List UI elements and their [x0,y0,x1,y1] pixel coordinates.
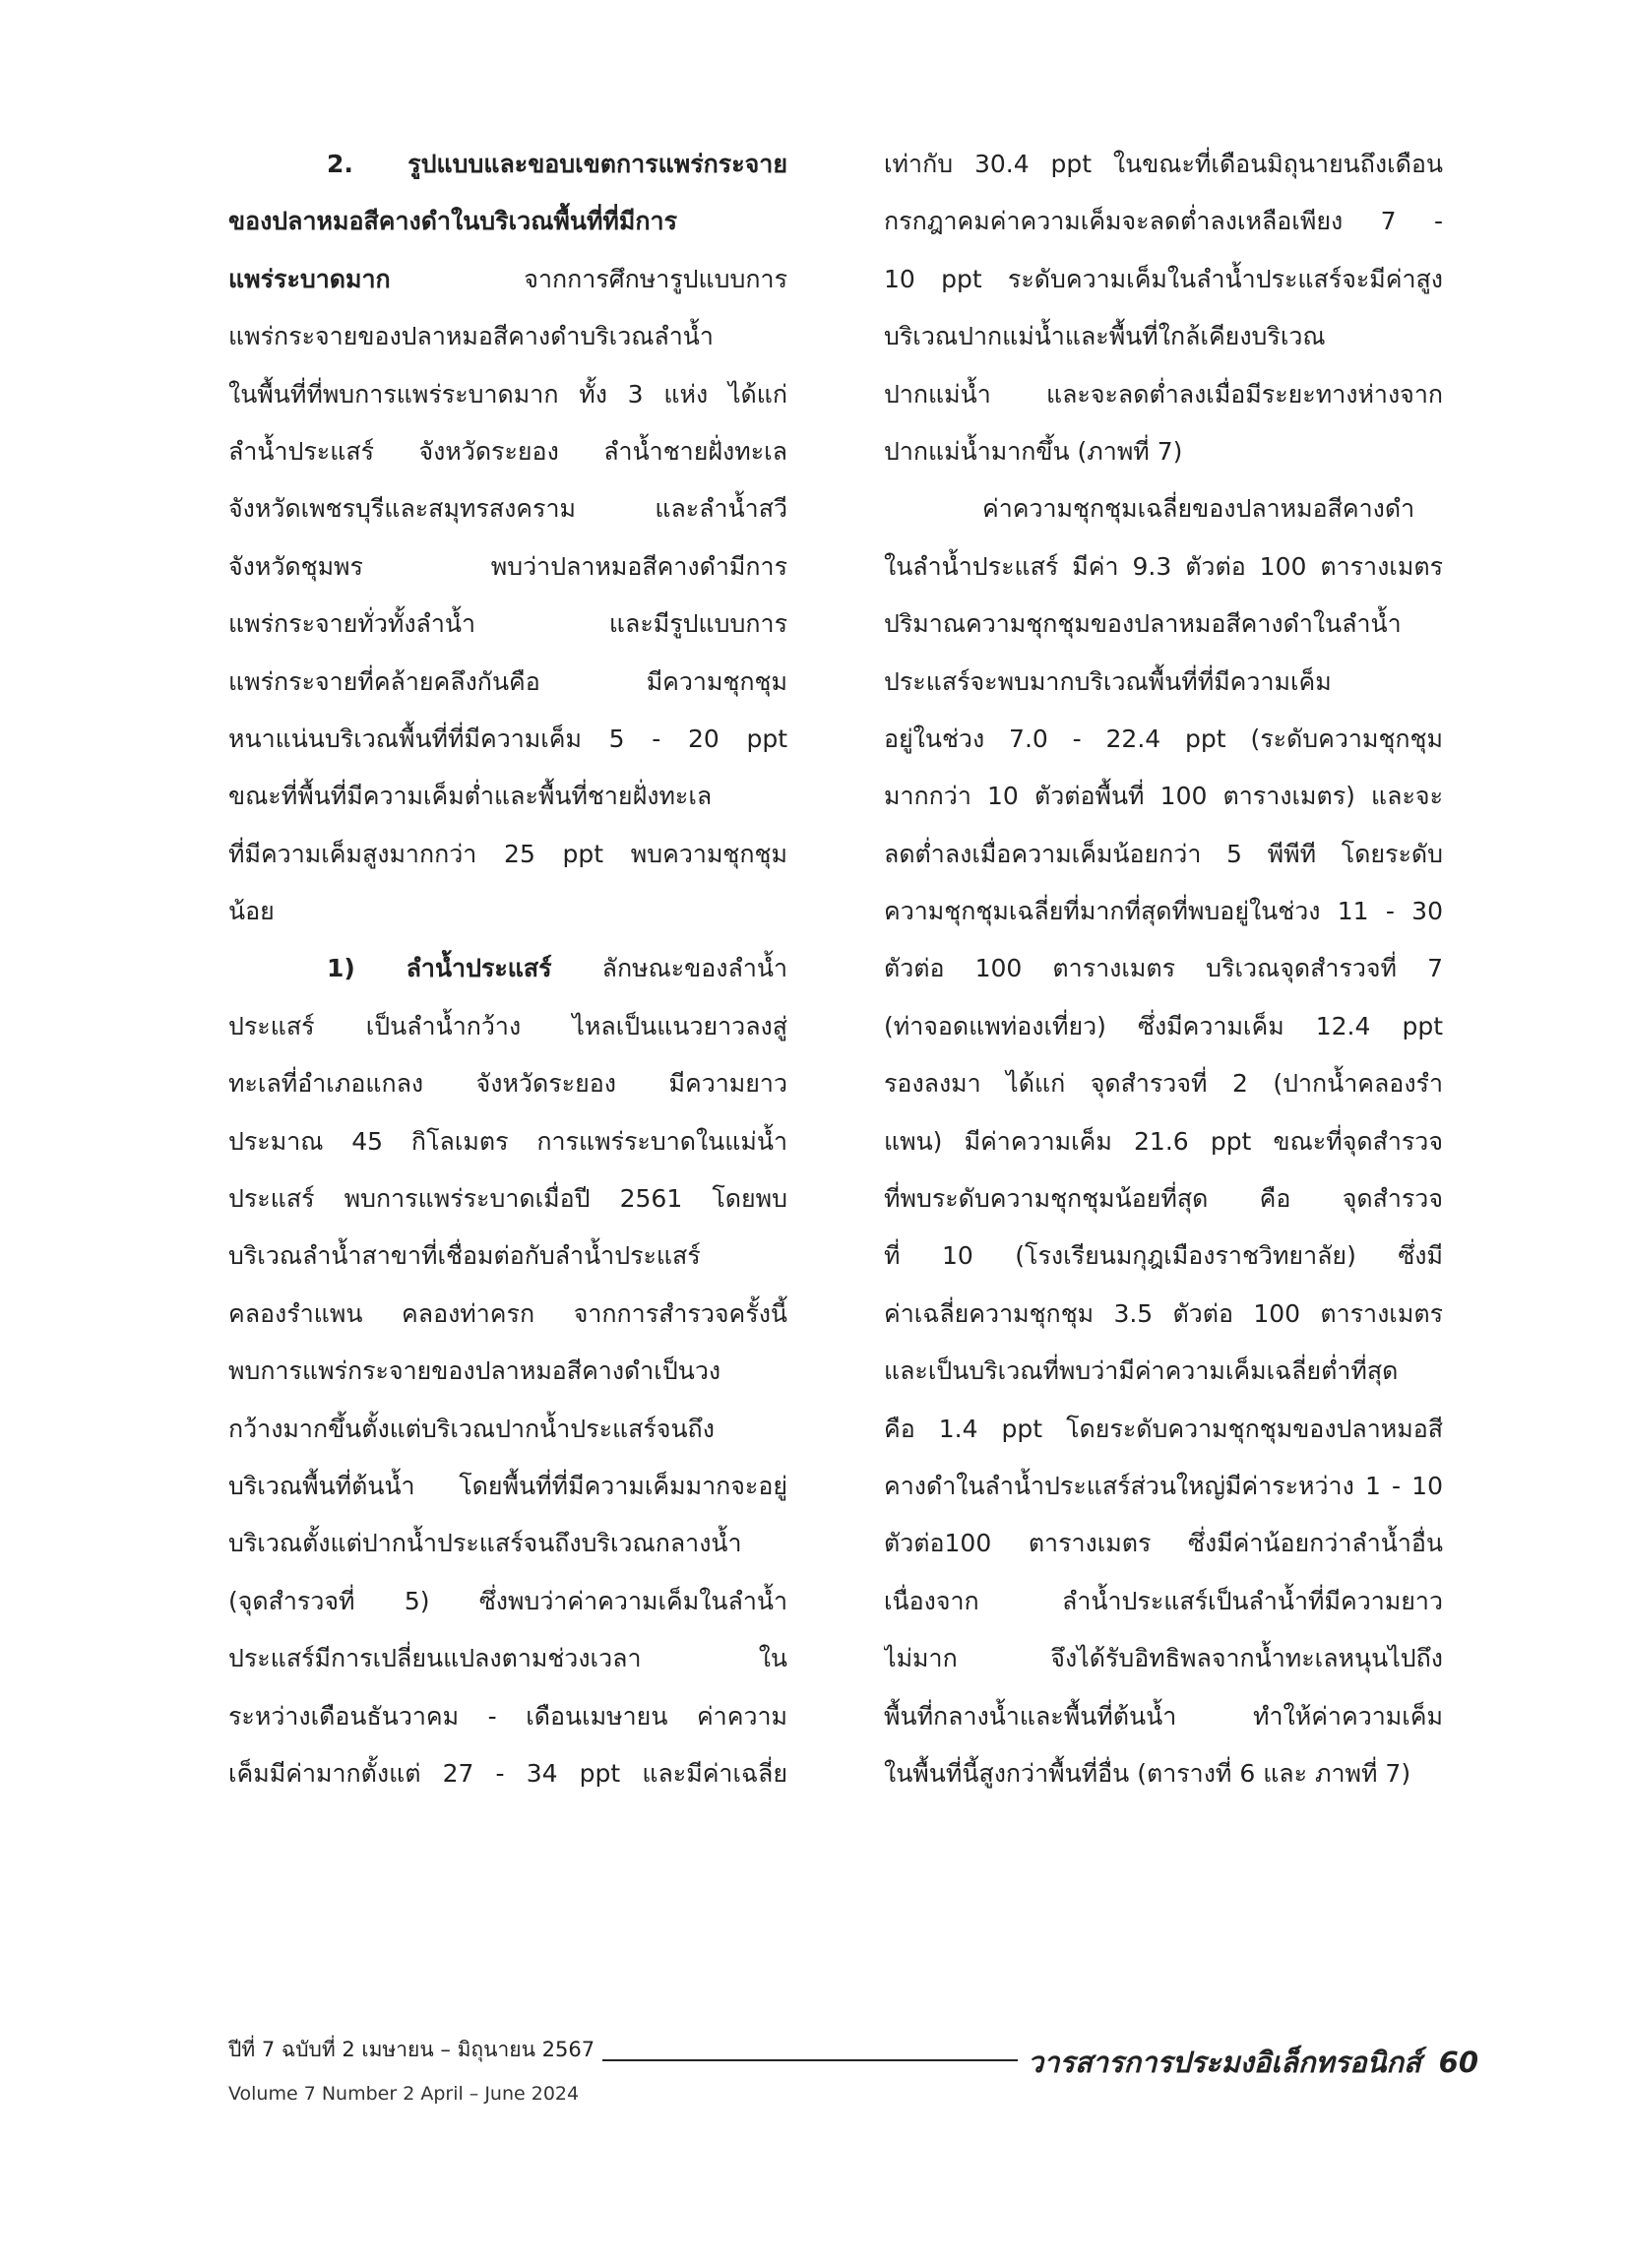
text-line: ปริมาณความชุกชุมของปลาหมอสีคางดำในลำน้ำ [884,609,1402,639]
text-line: ลำน้ำประแสร์ จังหวัดระยอง ลำน้ำชายฝั่งทะเล [228,436,787,466]
text-line: ทะเลที่อำเภอแกลง จังหวัดระยอง มีความยาว [228,1069,787,1099]
right-column [884,136,1443,1802]
text-line: ไม่มาก จึงได้รับอิทธิพลจากน้ำทะเลหนุนไปถึง [884,1644,1443,1673]
text-line: ประแสร์มีการเปลี่ยนแปลงตามช่วงเวลา ใน [228,1644,787,1673]
text-line: ระหว่างเดือนธันวาคม - เดือนเมษายน ค่าความ [228,1701,787,1731]
text-line: ประแสร์ พบการแพร่ระบาดเมื่อปี 2561 โดยพบ [228,1184,787,1214]
text-line [228,251,787,308]
text-line: หนาแน่นบริเวณพื้นที่ที่มีความเค็ม 5 - 20 ppt [228,724,787,753]
text-line: 10 ppt ระดับความเค็มในลำน้ำประแสร์จะมีค่าสูง [884,264,1443,293]
line-text: จากการศึกษารูปแบบการ [390,264,787,293]
text-line: รองลงมา ได้แก่ จุดสำรวจที่ 2 (ปากน้ำคลองรำ [884,1069,1443,1099]
text-line: เนื่องจาก ลำน้ำประแสร์เป็นลำน้ำที่มีความยาว [884,1586,1443,1615]
text-line: มากกว่า 10 ตัวต่อพื้นที่ 100 ตารางเมตร) และจะ [884,782,1443,811]
text-line: ที่ 10 (โรงเรียนมกุฎเมืองราชวิทยาลัย) ซึ่งมี [884,1241,1443,1271]
text-line: พื้นที่กลางน้ำและพื้นที่ต้นน้ำ ทำให้ค่าความเค็ม [884,1701,1443,1731]
text-line: ในพื้นที่ที่พบการแพร่ระบาดมาก ทั้ง 3 แห่ง ได้แก่ [228,379,787,409]
text-line: ของปลาหมอสีคางดำในบริเวณพื้นที่ที่มีการ [228,207,677,236]
footer-issue-thai: ปีที่ 7 ฉบับที่ 2 เมษายน – มิถุนายน 2567 [228,2034,602,2066]
text-line: จังหวัดเพชรบุรีและสมุทรสงคราม และลำน้ำสวี [228,494,787,524]
text-line: (จุดสำรวจที่ 5) ซึ่งพบว่าค่าความเค็มในลำน้ำ [228,1586,787,1615]
text-line: กรกฎาคมค่าความเค็มจะลดต่ำลงเหลือเพียง 7 - [884,207,1443,236]
text-line: กว้างมากขึ้นตั้งแต่บริเวณปากน้ำประแสร์จนถึง [228,1414,715,1443]
journal-title: วารสารการประมงอิเล็กทรอนิกส์ [1027,2046,1421,2079]
text-line: ที่มีความเค็มสูงมากกว่า 25 ppt พบความชุกชุม [228,839,787,868]
text-line: ในลำน้ำประแสร์ มีค่า 9.3 ตัวต่อ 100 ตารางเมตร [884,551,1443,581]
text-line: อยู่ในช่วง 7.0 - 22.4 ppt (ระดับความชุกชุม [884,724,1443,753]
text-line: ค่าความชุกชุมเฉลี่ยของปลาหมอสีคางดำ [982,494,1415,524]
text-line: ตัวต่อ 100 ตารางเมตร บริเวณจุดสำรวจที่ 7 [884,954,1443,983]
text-line [228,940,787,997]
text-line: แพน) มีค่าความเค็ม 21.6 ppt ขณะที่จุดสำรวจ [884,1126,1443,1156]
text-line: คือ 1.4 ppt โดยระดับความชุกชุมของปลาหมอสี [884,1414,1443,1443]
text-line: ในพื้นที่นี้สูงกว่าพื้นที่อื่น (ตารางที่ 6 และ ภาพที่ 7) [884,1758,1411,1788]
text-line: แพร่กระจายที่คล้ายคลึงกันคือ มีความชุกชุม [228,666,787,696]
text-line: ค่าเฉลี่ยความชุกชุม 3.5 ตัวต่อ 100 ตารางเมตร [884,1298,1443,1328]
left-column [228,136,787,1802]
text-line: ประแสร์ เป็นลำน้ำกว้าง ไหลเป็นแนวยาวลงสู่ [228,1011,787,1040]
text-line: เท่ากับ 30.4 ppt ในขณะที่เดือนมิถุนายนถึงเดือน [884,150,1443,178]
text-line: พบการแพร่กระจายของปลาหมอสีคางดำเป็นวง [228,1356,721,1386]
text-line: บริเวณปากแม่น้ำและพื้นที่ใกล้เคียงบริเวณ [884,322,1326,351]
text-line: จังหวัดชุมพร พบว่าปลาหมอสีคางดำมีการ [228,551,787,581]
text-line: ขณะที่พื้นที่มีความเค็มต่ำและพื้นที่ชายฝั่งทะเล [228,782,713,811]
page-number: 60 [1438,2046,1478,2079]
text-line: 2. รูปแบบและขอบเขตการแพร่กระจาย [327,150,787,178]
text-line: แพร่กระจายทั่วทั้งลำน้ำ และมีรูปแบบการ [228,609,787,639]
text-line: ความชุกชุมเฉลี่ยที่มากที่สุดที่พบอยู่ในช่วง 11 - 30 [884,897,1443,926]
text-line: ที่พบระดับความชุกชุมน้อยที่สุด คือ จุดสำรวจ [884,1184,1443,1214]
text-line: ประแสร์จะพบมากบริเวณพื้นที่ที่มีความเค็ม [884,666,1332,696]
text-line: บริเวณตั้งแต่ปากน้ำประแสร์จนถึงบริเวณกลางน้ำ [228,1529,742,1558]
text-line: บริเวณลำน้ำสาขาที่เชื่อมต่อกับลำน้ำประแสร์ [228,1241,701,1271]
text-line: ลดต่ำลงเมื่อความเค็มน้อยกว่า 5 พีพีที โดยระดับ [884,839,1443,868]
text-line: ประมาณ 45 กิโลเมตร การแพร่ระบาดในแม่น้ำ [228,1126,787,1156]
text-line: ปากแม่น้ำ และจะลดต่ำลงเมื่อมีระยะทางห่างจาก [884,379,1443,409]
bold-lead: 1) ลำน้ำประแสร์ [327,954,552,983]
text-line: บริเวณพื้นที่ต้นน้ำ โดยพื้นที่ที่มีความเค็มมากจะอยู่ [228,1471,787,1500]
text-line: น้อย [228,897,275,926]
text-line: คางดำในลำน้ำประแสร์ส่วนใหญ่มีค่าระหว่าง 1 - 10 [884,1471,1443,1500]
text-line: แพร่กระจายของปลาหมอสีคางดำบริเวณลำน้ำ [228,322,714,351]
footer-issue-english: Volume 7 Number 2 April – June 2024 [228,2083,580,2105]
text-line: และเป็นบริเวณที่พบว่ามีค่าความเค็มเฉลี่ยต่ำที่สุด [884,1356,1399,1386]
bold-lead: แพร่ระบาดมาก [228,264,391,293]
line-text: ลักษณะของลำน้ำ [551,954,787,983]
text-line: ตัวต่อ100 ตารางเมตร ซึ่งมีค่าน้อยกว่าลำน้ำอื่น [884,1529,1443,1558]
text-line: ปากแม่น้ำมากขึ้น (ภาพที่ 7) [884,436,1183,466]
footer-journal [1018,2040,1478,2085]
text-line: เค็มมีค่ามากตั้งแต่ 27 - 34 ppt และมีค่าเฉลี่ย [228,1758,787,1788]
text-line: คลองรำแพน คลองท่าครก จากการสำรวจครั้งนี้ [228,1298,787,1328]
text-line: (ท่าจอดแพท่องเที่ยว) ซึ่งมีความเค็ม 12.4 ppt [884,1011,1443,1040]
